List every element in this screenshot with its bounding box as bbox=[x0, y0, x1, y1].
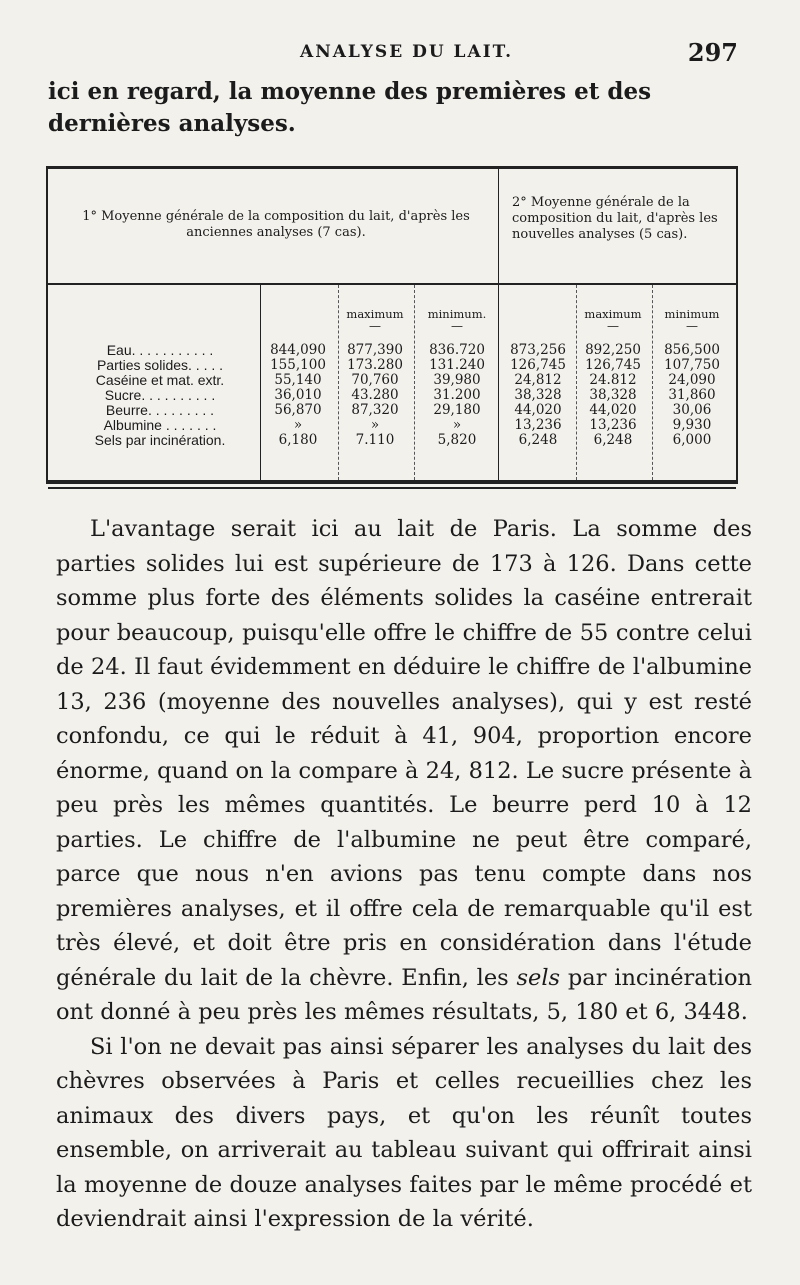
page-header bbox=[0, 38, 800, 72]
table-group-header bbox=[48, 169, 736, 285]
table-row: Sels par incinération. 6,180 7.110 5,820 6,248 6,248 6,000 bbox=[94, 432, 712, 448]
paragraph-1: L'avantage serait ici au lait de Paris. La somme des parties solides lui est supérieure de 173 à 126. Dans cette somme plus forte des éléments solides la caséine entrerait pour beaucoup, puisqu'elle offre le chiffre de 55 contre celui de 24. Il faut évidemment en déduire le chiffre de l'albumine 13, 236 (moyenne des nouvelles analyses), qui y est resté confondu, ce qui le réduit à 41, 904, proportion encore énorme, quand on la compare à 24, 812. Le sucre présente à peu près les mêmes quantités. Le beurre perd 10 à 12 parties. Le chiffre de l'albumine ne peut être comparé, parce que nous n'en avions pas tenu compte dans nos premières analyses, et il offre cela de remarquable qu'il est très élevé, et doit être pris en considération dans l'étude générale du lait de la chèvre. Enfin, les sels par incinération ont donné à peu près les mêmes résultats, 5, 180 et 6, 3448. bbox=[56, 516, 752, 1025]
table-row: Eau. . . . . . . . . . . 844,090 877,390 836.720 873,256 892,250 856,500 bbox=[106, 342, 720, 358]
group1-title: 1° Moyenne générale de la composition du lait, d'après les anciennes analyses (7 cas). bbox=[82, 209, 470, 240]
table-row: Parties solides. . . . . 155,100 173.280 131.240 126,745 126,745 107,750 bbox=[96, 357, 720, 373]
column-header-min-2: minimum — bbox=[664, 307, 720, 333]
intro-text: ici en regard, la moyenne des premières et des dernières analyses. bbox=[48, 78, 652, 137]
running-title: ANALYSE DU LAIT. bbox=[300, 42, 514, 62]
page-number: 297 bbox=[687, 38, 738, 67]
column-header-min-1: minimum. — bbox=[427, 307, 487, 333]
table-row: Albumine . . . . . . . » » » 13,236 13,236 9,930 bbox=[103, 417, 712, 433]
column-header-max-1: maximum — bbox=[346, 307, 404, 333]
body-text bbox=[56, 512, 752, 1237]
table-row: Sucre. . . . . . . . . . 36,010 43.280 31.200 38,328 38,328 31,860 bbox=[104, 387, 716, 403]
paragraph-2: Si l'on ne devait pas ainsi séparer les analyses du lait des chèvres observées à Paris et celles recueillies chez les animaux des divers pays, et qu'on les réunît toutes ensemble, on arriverait au tableau suivant qui offrirait ainsi la moyenne de douze analyses faites par le même procédé et deviendrait ainsi l'expression de la vérité. bbox=[56, 1033, 752, 1232]
milk-analysis-table bbox=[46, 166, 738, 484]
group2-title: 2° Moyenne générale de la composition du lait, d'après les nouvelles analyses (5 cas). bbox=[512, 195, 718, 242]
column-header-max-2: maximum — bbox=[584, 307, 642, 333]
group-divider bbox=[498, 169, 499, 283]
table-row: Caséine et mat. extr. 55,140 70,760 39,980 24,812 24.812 24,090 bbox=[95, 372, 716, 388]
table-row: Beurre. . . . . . . . . 56,870 87,320 29,180 44,020 44,020 30,06 bbox=[105, 402, 712, 418]
